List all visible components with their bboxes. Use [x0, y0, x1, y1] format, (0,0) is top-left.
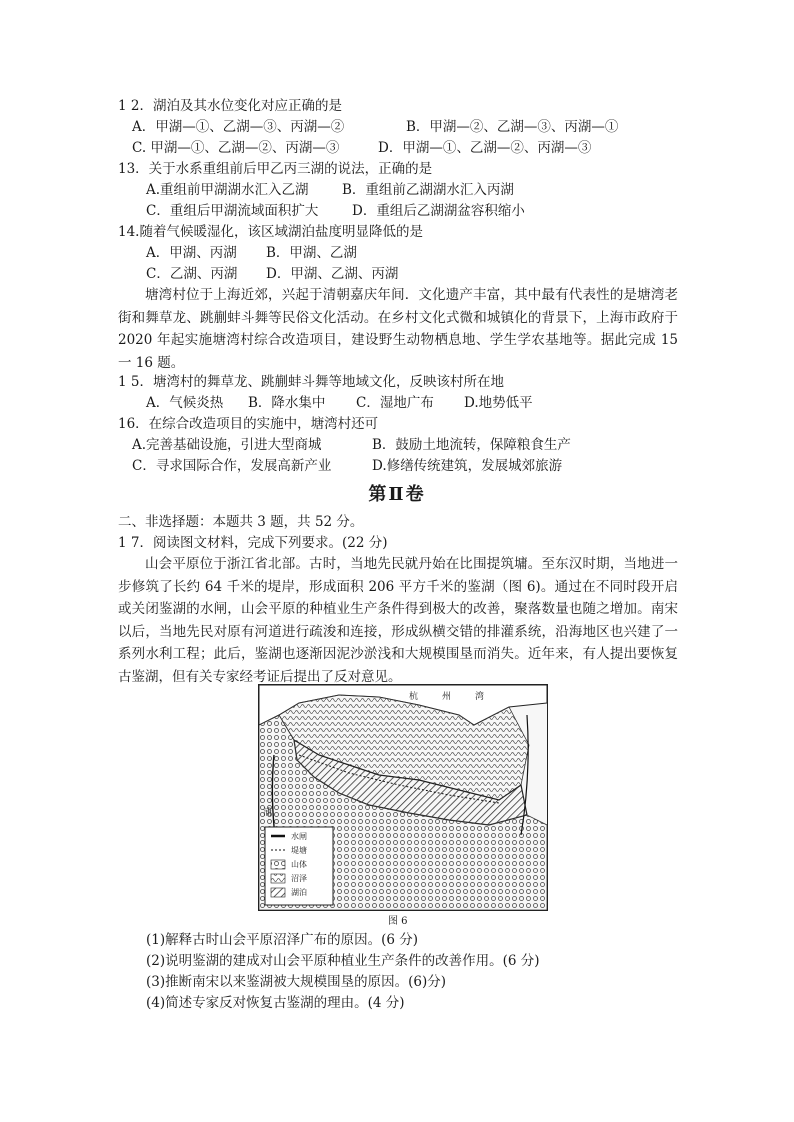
q13-option-b: B．重组前乙湖湖水汇入丙湖	[342, 182, 514, 198]
q12-option-c: C. 甲湖—①、乙湖—②、丙湖—③	[132, 140, 340, 156]
q13-option-a: A.重组前甲湖湖水汇入乙湖	[146, 182, 309, 198]
legend-mountain: 山体	[291, 860, 307, 869]
q12-option-b: B．甲湖—②、乙湖—③、丙湖—①	[406, 119, 619, 135]
q13-options-row2	[146, 201, 525, 221]
q16-option-b: B．鼓励土地流转，保障粮食生产	[372, 437, 571, 453]
q14-option-d: D．甲湖、乙湖、丙湖	[266, 266, 399, 282]
q15-stem: 1 5．塘湾村的舞草龙、跳蒯蚌斗舞等地域文化，反映该村所在地	[118, 374, 504, 390]
q15-option-b: B．降水集中	[248, 395, 326, 411]
q17-sub-4: (4)简述专家反对恢复古鉴湖的理由。(4 分)	[146, 995, 405, 1011]
q13-options-row1	[146, 180, 514, 200]
q13-option-d: D．重组后乙湖湖盆容积缩小	[352, 203, 525, 219]
q15-option-c: C．湿地广布	[356, 395, 434, 411]
q12-options-row1	[132, 117, 618, 137]
q16-stem: 16．在综合改造项目的实施中，塘湾村还可	[118, 416, 379, 432]
section-title: 第Ⅱ卷	[368, 484, 426, 505]
passage-tangwan: 塘湾村位于上海近郊，兴起于清朝嘉庆年间．文化遗产丰富，其中最有代表性的是塘湾老街和舞草龙、跳蒯蚌斗舞等民俗文化活动。在乡村文化式微和城镇化的背景下，上海市政府于 2020 年起实施塘湾村综合改造项目，建设野生动物栖息地、学生学农基地等。据此完成 15 一 16 题。	[118, 287, 678, 371]
q13-stem: 13．关于水系重组前后甲乙丙三湖的说法，正确的是	[118, 161, 433, 177]
q17-sub-1: (1)解释古时山会平原沼泽广布的原因。(6 分)	[146, 932, 419, 948]
q16-options-row2	[132, 456, 562, 476]
q12-stem: 1 2．湖泊及其水位变化对应正确的是	[118, 98, 342, 114]
q16-option-d: D.修缮传统建筑，发展城郊旅游	[372, 458, 563, 474]
q16-options-row1	[132, 435, 571, 455]
legend-marsh: 沼泽	[291, 874, 307, 883]
q16-option-a: A.完善基础设施，引进大型商城	[132, 437, 322, 453]
q17-stem: 1 7．阅读图文材料，完成下列要求。(22 分)	[118, 535, 388, 551]
q17-sub-2: (2)说明鉴湖的建成对山会平原种植业生产条件的改善作用。(6 分)	[146, 953, 540, 969]
q14-option-c: C．乙湖、丙湖	[146, 266, 238, 282]
legend-embankment: 堤塘	[291, 846, 307, 855]
q14-options-row1	[146, 243, 357, 263]
q15-options-row	[146, 393, 533, 413]
q14-options-row2	[146, 264, 398, 284]
map-label-river: 浦	[263, 808, 273, 818]
q14-stem: 14.随着气候暖湿化，该区域湖泊盐度明显降低的是	[118, 224, 423, 240]
legend-sluice: 水闸	[291, 832, 307, 841]
q14-option-b: B．甲湖、乙湖	[266, 245, 357, 261]
q13-option-c: C．重组后甲湖流域面积扩大	[146, 203, 319, 219]
legend-lake: 湖泊	[291, 888, 307, 897]
map-figure	[258, 684, 548, 911]
q15-option-a: A．气候炎热	[146, 395, 224, 411]
q17-sub-3: (3)推断南宋以来鉴湖被大规模围垦的原因。(6)分)	[146, 974, 447, 990]
q12-option-a: A．甲湖—①、乙湖—③、丙湖—②	[132, 119, 345, 135]
figure-caption: 图 6	[388, 916, 408, 927]
part2-intro: 二、非选择题：本题共 3 题，共 52 分。	[118, 514, 364, 530]
q14-option-a: A．甲湖、丙湖	[146, 245, 237, 261]
q16-option-c: C．寻求国际合作，发展高新产业	[132, 458, 332, 474]
passage-shanhui: 山会平原位于浙江省北部。古时，当地先民就丹始在比围提筑墉。至东汉时期，当地进一步修筑了长约 64 千米的堤岸，形成面积 206 平方千米的鉴湖（图 6)。通过在不同时段开启或关闭鉴湖的水闸，山会平原的种植业生产条件得到极大的改善，聚落数量也随之增加。南宋以后，当地先民对原有河道进行疏浚和连接，形成纵横交错的排灌系统，沿海地区也兴建了一系列水利工程；此后，鉴湖也逐渐因泥沙淤浅和大规模围垦而消失。近年来，有人提出要恢复古鉴湖，但有关专家经考证后提出了反对意见。	[118, 556, 678, 685]
q12-option-d: D．甲湖—①、乙湖—②、丙湖—③	[378, 140, 592, 156]
map-label-bay: 杭 州 湾	[409, 692, 487, 702]
q12-options-row2	[132, 138, 591, 158]
q15-option-d: D.地势低平	[464, 395, 533, 411]
